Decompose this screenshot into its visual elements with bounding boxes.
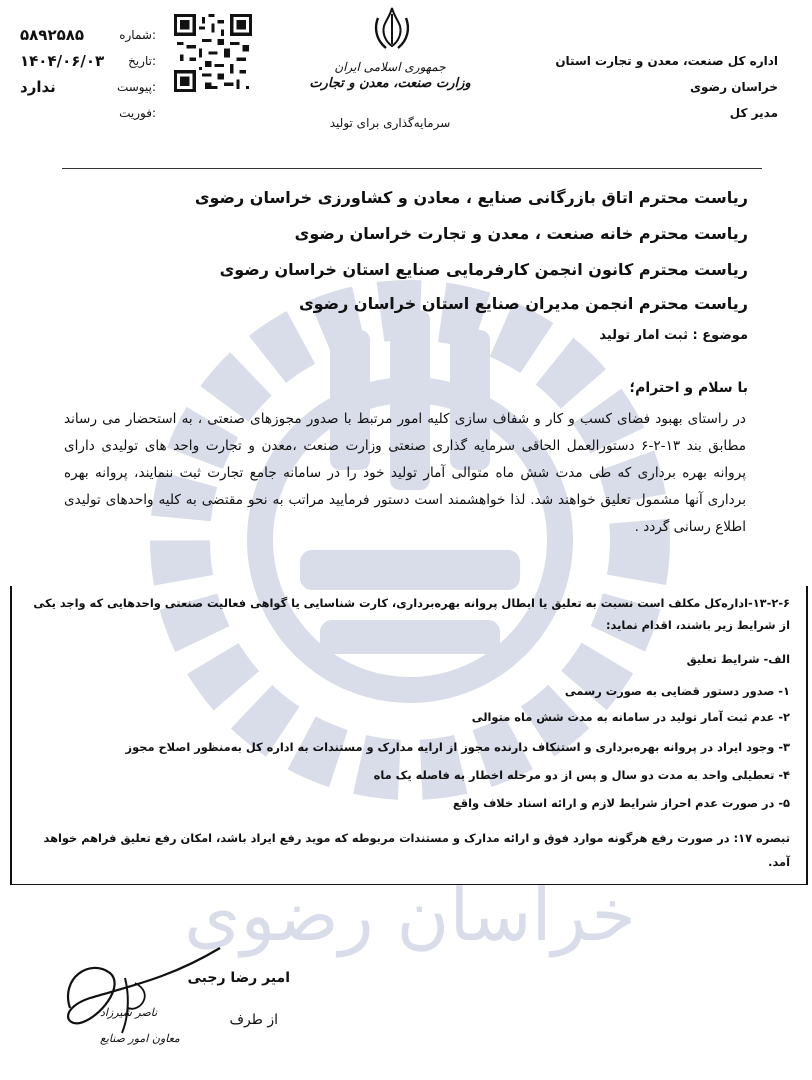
header-divider bbox=[62, 168, 762, 169]
subject-line: موضوع : ثبت امار تولید bbox=[599, 328, 748, 343]
regulation-intro: ۱۳-۲-۶-اداره‌کل مکلف است نسبت به تعلیق یا ابطال پروانه بهره‌برداری، کارت شناسایی یا گواهی فعالیت صنعتی واحدهایی که واجد یکی از شرایط زیر باشند، اقدام نماید: bbox=[33, 596, 790, 632]
regulation-item-2: ۲- عدم ثبت آمار تولید در سامانه به مدت شش ماه متوالی bbox=[471, 710, 790, 724]
regulation-section-title: الف- شرایط تعلیق bbox=[686, 652, 790, 666]
letter-date: ۱۴۰۴/۰۶/۰۳ bbox=[20, 52, 105, 70]
body-paragraph: در راستای بهبود فضای کسب و کار و شفاف سازی کلیه امور مرتبط با صدور مجوزهای صنعتی ، به استحضار می رساند مطابق بند ۱۳-۲-۶ دستورالعمل الحاقی سرمایه گذاری صنعتی وزارت صنعت ،معدن و تجارت واحد های تولیدی دارای پروانه بهره برداری که طی مدت شش ماه متوالی آمار تولید خود را در سامانه جامع تجارت ثبت ننمایند، پروانه بهره برداری آنها مشمول تعلیق خواهند شد. لذا خواهشمند است دستور فرمایید مراتب به نحو مقتضی به کلیه واحدهای تولیدی اطلاع رسانی گردد . bbox=[64, 411, 747, 535]
regulation-item-5: ۵- در صورت عدم احراز شرایط لازم و ارائه اسناد خلاف واقع bbox=[452, 796, 790, 810]
greeting: با سلام و احترام؛ bbox=[629, 380, 748, 396]
recipient-3: ریاست محترم کانون انجمن کارفرمایی صنایع استان خراسان رضوی bbox=[219, 260, 748, 279]
letter-number: ۵۸۹۲۵۸۵ bbox=[20, 26, 85, 44]
number-label: شماره: bbox=[119, 28, 156, 42]
regulation-item-4: ۴- تعطیلی واحد به مدت دو سال و پس از دو مرحله اخطار به فاصله یک ماه bbox=[373, 768, 790, 782]
on-behalf-label: از طرف bbox=[229, 1012, 278, 1028]
ministry-country: جمهوری اسلامی ایران bbox=[334, 60, 446, 74]
issuer-org: اداره کل صنعت، معدن و تجارت استان خراسان رضوی bbox=[555, 54, 778, 94]
svg-text:ناصر شیرزاد: ناصر شیرزاد bbox=[100, 1006, 158, 1019]
issuer-block bbox=[548, 48, 778, 126]
svg-text:معاون امور صنایع: معاون امور صنایع bbox=[100, 1032, 180, 1045]
year-slogan: سرمایه‌گذاری برای تولید bbox=[329, 116, 451, 130]
handwritten-signature bbox=[30, 938, 250, 1058]
recipient-4: ریاست محترم انجمن مدیران صنایع استان خراسان رضوی bbox=[298, 294, 748, 313]
regulation-item-1: ۱- صدور دستور قضایی به صورت رسمی bbox=[564, 684, 790, 698]
attachment-label: پیوست: bbox=[116, 80, 156, 94]
recipient-2: ریاست محترم خانه صنعت ، معدن و تجارت خراسان رضوی bbox=[294, 224, 748, 243]
iran-emblem-icon bbox=[372, 6, 412, 52]
qr-code[interactable] bbox=[174, 14, 252, 92]
watermark-text: خراسان رضوی bbox=[184, 873, 636, 957]
ministry-name: وزارت صنعت، معدن و تجارت bbox=[309, 76, 471, 91]
regulation-note: تبصره ۱۷: در صورت رفع هرگونه موارد فوق و ارائه مدارک و مستندات مربوطه که موید رفع ایراد باشد، امکان رفع تعلیق فراهم خواهد آمد. bbox=[43, 831, 790, 869]
urgency-label: فوریت: bbox=[119, 106, 156, 120]
date-label: تاریخ: bbox=[128, 54, 156, 68]
signer-name: امیر رضا رجبی bbox=[187, 970, 290, 986]
letter-meta bbox=[16, 24, 156, 128]
issuer-title: مدیر کل bbox=[729, 106, 778, 120]
regulation-item-3: ۳- وجود ایراد در پروانه بهره‌برداری و استنکاف دارنده مجوز از ارایه مدارک و مستندات به اداره کل به‌منظور اصلاح مجوز bbox=[125, 740, 790, 754]
attachment-value: ندارد bbox=[20, 78, 56, 96]
recipient-1: ریاست محترم اتاق بازرگانی صنایع ، معادن و کشاورزی خراسان رضوی bbox=[194, 188, 748, 207]
